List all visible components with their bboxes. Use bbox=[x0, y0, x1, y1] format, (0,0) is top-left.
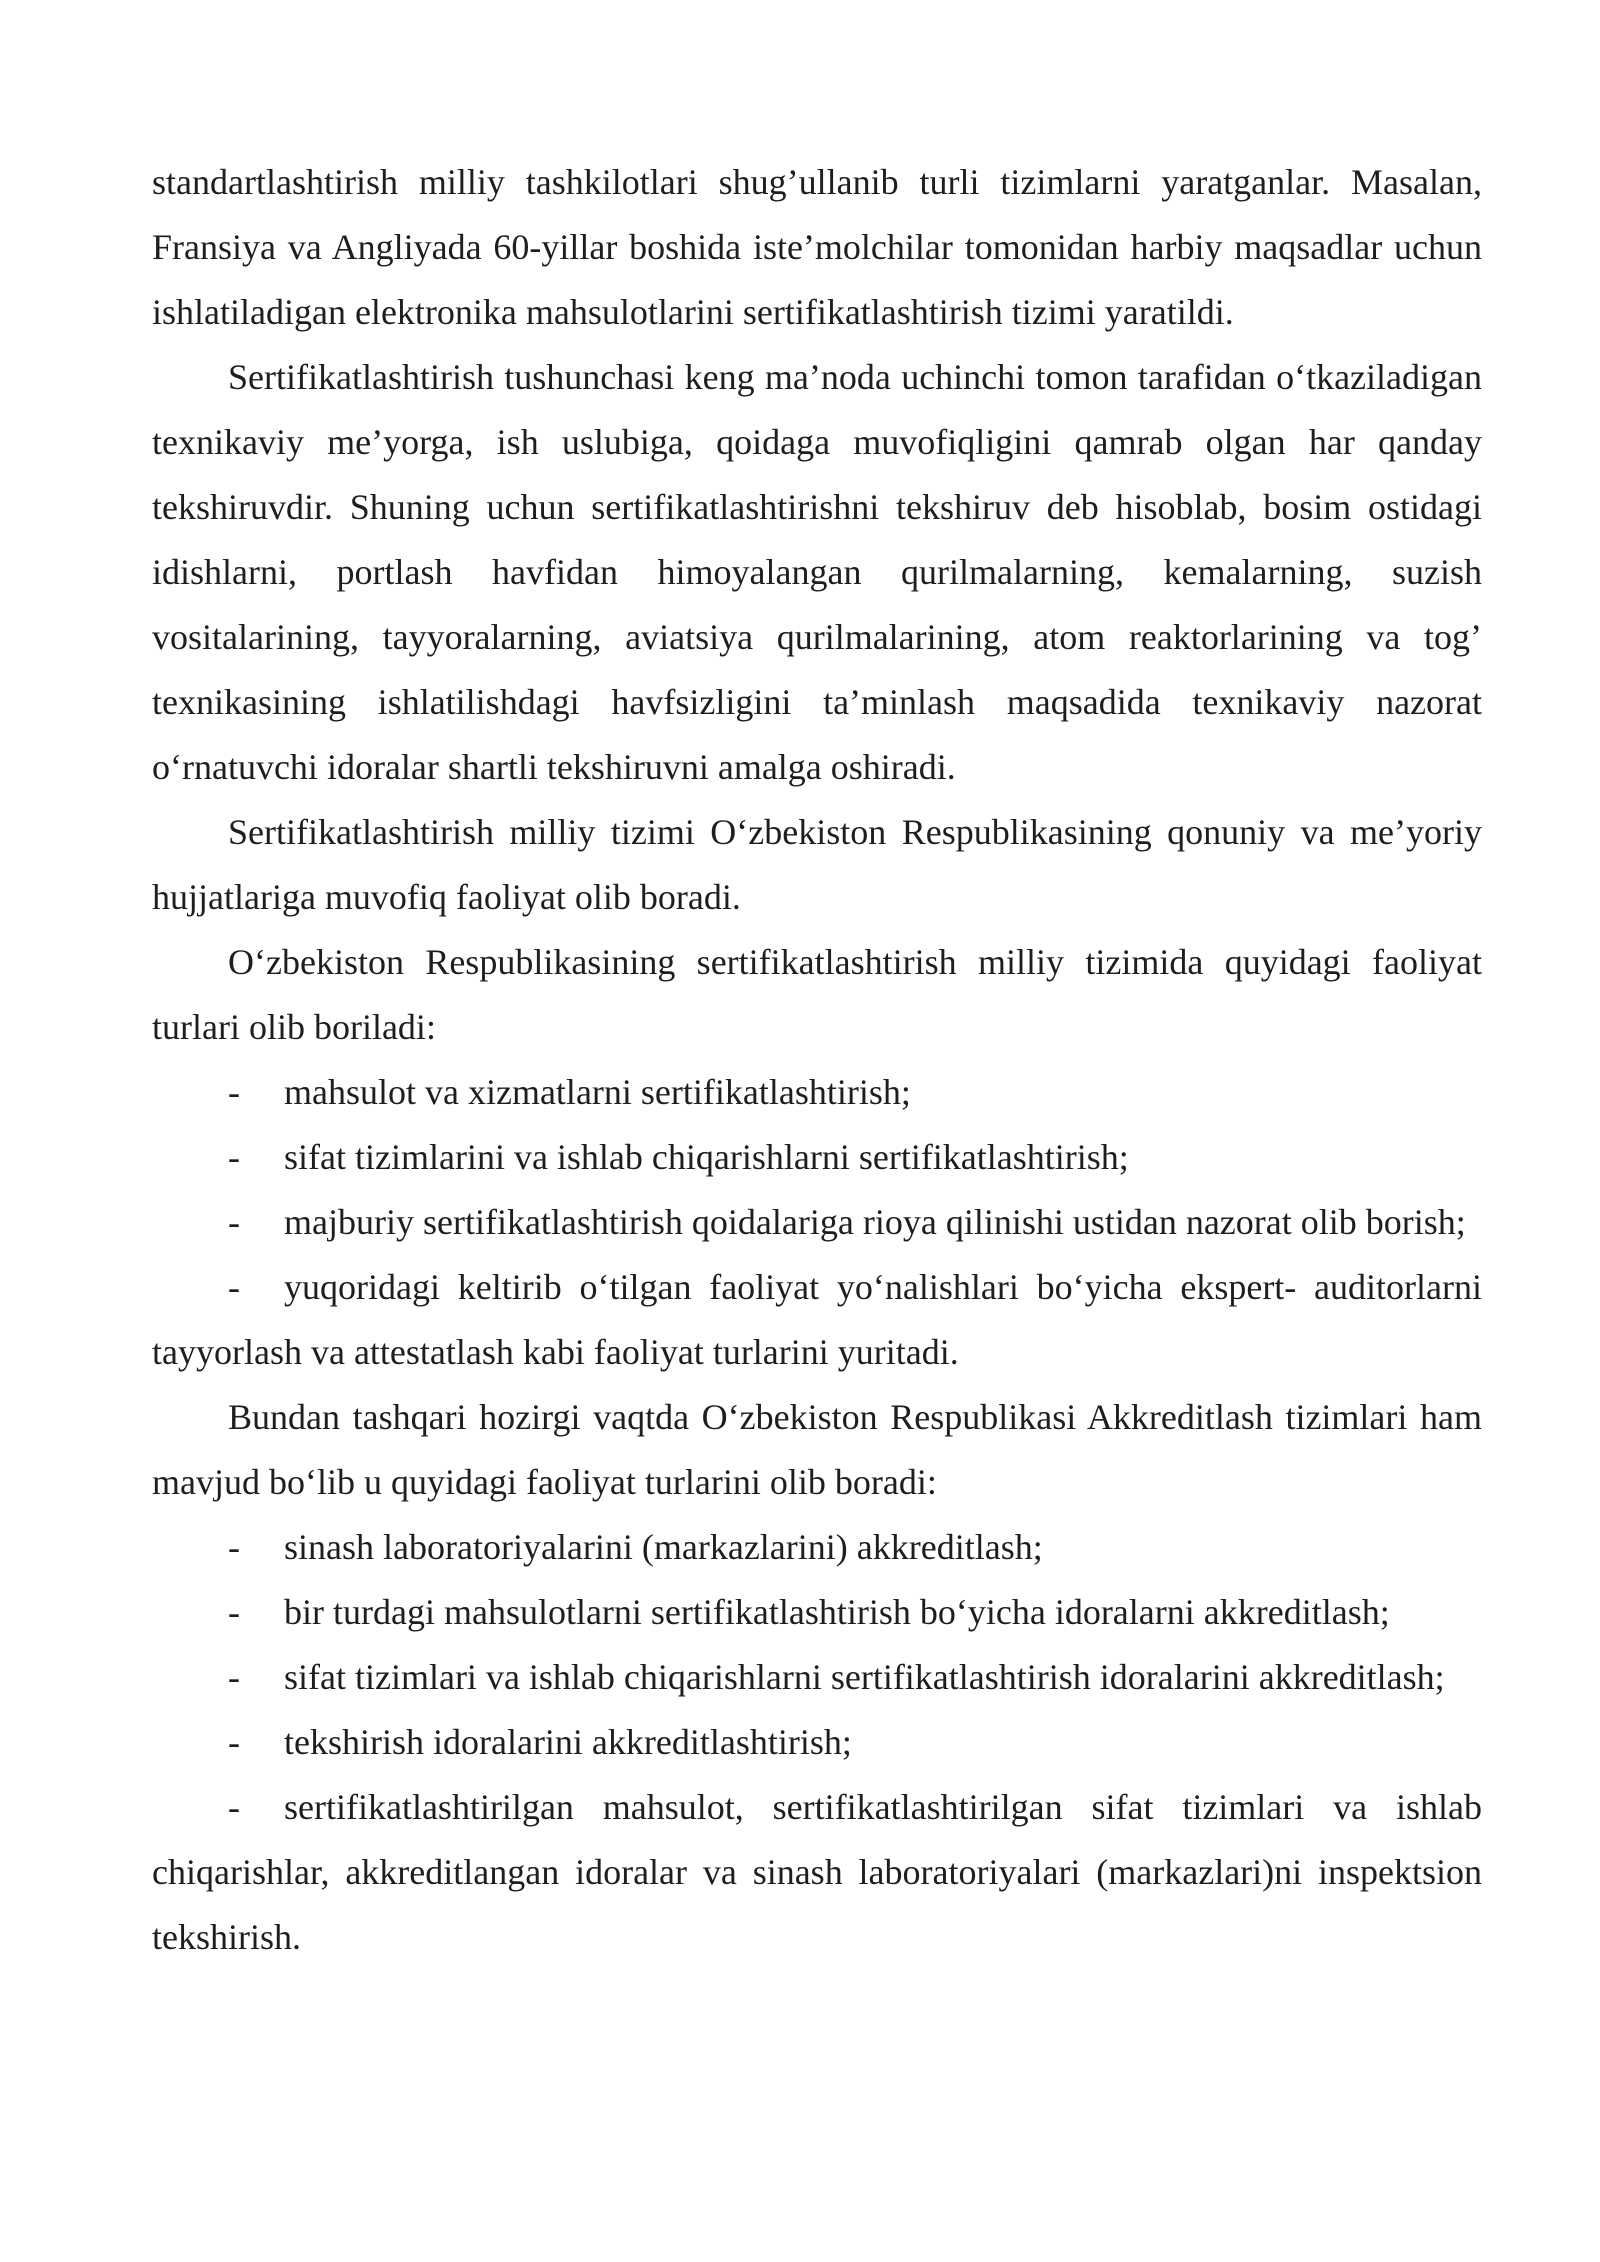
list-dash: - bbox=[228, 1267, 240, 1307]
list-item-text: mahsulot va xizmatlarni sertifikatlashtirish; bbox=[284, 1072, 911, 1112]
paragraph-accreditation-intro: Bundan tashqari hozirgi vaqtda O‘zbekiston Respublikasi Akkreditlash tizimlari ham mavjud bo‘lib u quyidagi faoliyat turlarini olib boradi: bbox=[152, 1397, 1482, 1502]
paragraph-national-system: Sertifikatlashtirish milliy tizimi O‘zbekiston Respublikasining qonuniy va me’yoriy hujjatlariga muvofiq faoliyat olib boradi. bbox=[152, 812, 1482, 917]
list-item-text: sinash laboratoriyalarini (markazlarini) akkreditlash; bbox=[284, 1527, 1043, 1567]
list-item bbox=[152, 1190, 1482, 1255]
list-item bbox=[152, 1060, 1482, 1125]
list-dash: - bbox=[228, 1202, 240, 1242]
list-item-text: sifat tizimlari va ishlab chiqarishlarni sertifikatlashtirish idoralarini akkreditlash; bbox=[284, 1657, 1445, 1697]
activities-list bbox=[152, 1060, 1482, 1385]
document-page bbox=[152, 150, 1482, 1970]
list-item bbox=[152, 1515, 1482, 1580]
list-item bbox=[152, 1580, 1482, 1645]
list-item-text: majburiy sertifikatlashtirish qoidalariga rioya qilinishi ustidan nazorat olib borish; bbox=[284, 1202, 1466, 1242]
list-item-text: sifat tizimlarini va ishlab chiqarishlarni sertifikatlashtirish; bbox=[284, 1137, 1129, 1177]
list-dash: - bbox=[228, 1137, 240, 1177]
list-item bbox=[152, 1775, 1482, 1970]
list-dash: - bbox=[228, 1722, 240, 1762]
list-item bbox=[152, 1645, 1482, 1710]
paragraph-intro-continuation: standartlashtirish milliy tashkilotlari shug’ullanib turli tizimlarni yaratganlar. Masalan, Fransiya va Angliyada 60-yillar boshida iste’molchilar tomonidan harbiy maqsadlar uchun ishlatiladigan elektronika mahsulotlarini sertifikatlashtirish tizimi yaratildi. bbox=[152, 162, 1482, 332]
list-dash: - bbox=[228, 1787, 240, 1827]
paragraph-certification-definition: Sertifikatlashtirish tushunchasi keng ma’noda uchinchi tomon tarafidan o‘tkaziladigan texnikaviy me’yorga, ish uslubiga, qoidaga muvofiqligini qamrab olgan har qanday tekshiruvdir. Shuning uchun sertifikatlashtirishni tekshiruv deb hisoblab, bosim ostidagi idishlarni, portlash havfidan himoyalangan qurilmalarning, kemalarning, suzish vositalarining, tayyoralarning, aviatsiya qurilmalarining, atom reaktorlarining va tog’ texnikasining ishlatilishdagi havfsizligini ta’minlash maqsadida texnikaviy nazorat o‘rnatuvchi idoralar shartli tekshiruvni amalga oshiradi. bbox=[152, 357, 1482, 787]
list-item-text: tekshirish idoralarini akkreditlashtirish; bbox=[284, 1722, 852, 1762]
accreditation-list bbox=[152, 1515, 1482, 1970]
list-item-text: sertifikatlashtirilgan mahsulot, sertifikatlashtirilgan sifat tizimlari va ishlab chiqarishlar, akkreditlangan idoralar va sinash laboratoriyalari (markazlari)ni inspektsion tekshirish. bbox=[152, 1787, 1482, 1957]
list-item bbox=[152, 1255, 1482, 1385]
list-item bbox=[152, 1125, 1482, 1190]
list-item bbox=[152, 1710, 1482, 1775]
list-dash: - bbox=[228, 1657, 240, 1697]
list-item-text: yuqoridagi keltirib o‘tilgan faoliyat yo‘nalishlari bo‘yicha ekspert- auditorlarni tayyorlash va attestatlash kabi faoliyat turlarini yuritadi. bbox=[152, 1267, 1482, 1372]
list-dash: - bbox=[228, 1072, 240, 1112]
list-dash: - bbox=[228, 1527, 240, 1567]
list-dash: - bbox=[228, 1592, 240, 1632]
list-item-text: bir turdagi mahsulotlarni sertifikatlashtirish bo‘yicha idoralarni akkreditlash; bbox=[284, 1592, 1390, 1632]
paragraph-activities-intro: O‘zbekiston Respublikasining sertifikatlashtirish milliy tizimida quyidagi faoliyat turlari olib boriladi: bbox=[152, 942, 1482, 1047]
